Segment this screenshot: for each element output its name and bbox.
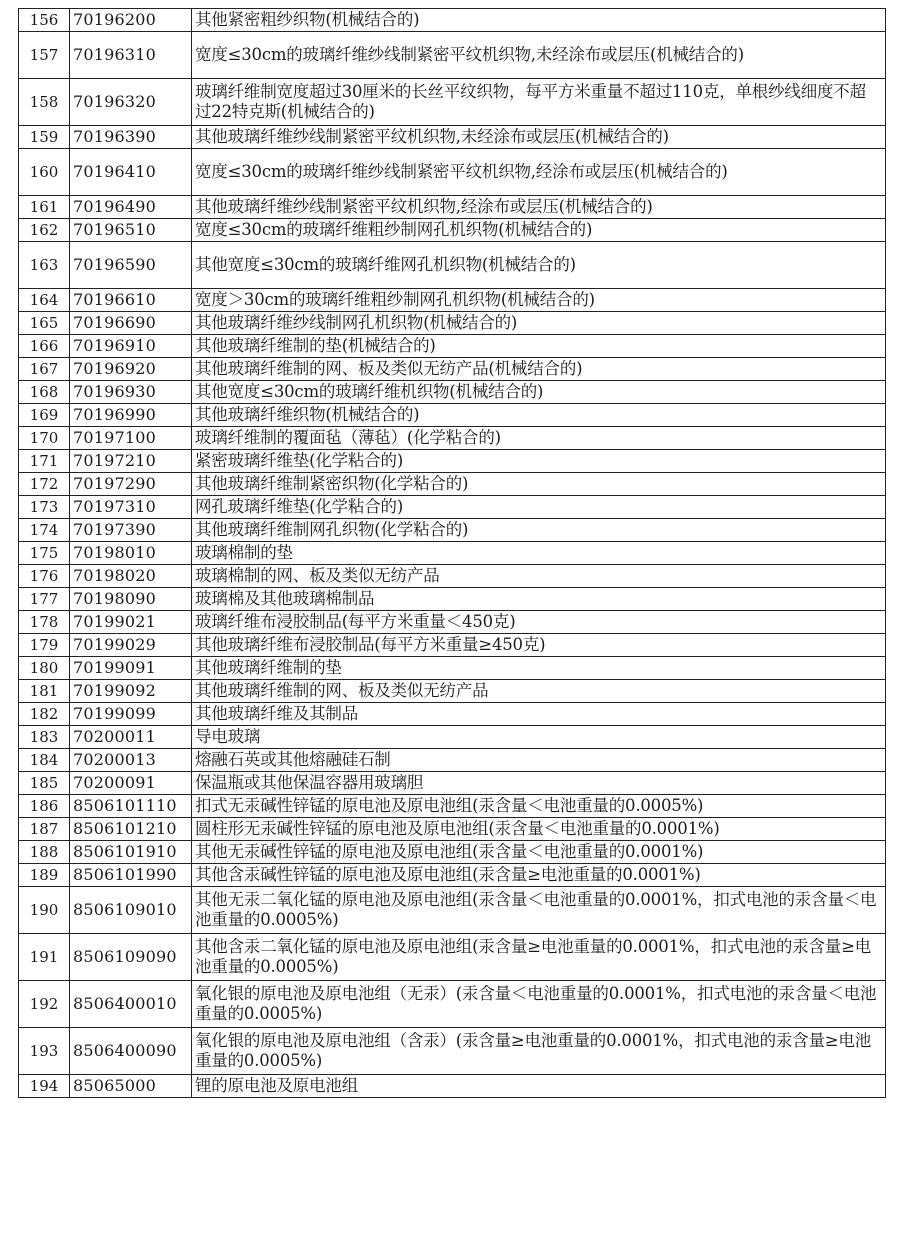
commodity-code: 70196320 [70, 79, 192, 126]
commodity-description: 圆柱形无汞碱性锌锰的原电池及原电池组(汞含量＜电池重量的0.0001%) [192, 818, 886, 841]
row-number: 189 [19, 864, 70, 887]
row-number: 164 [19, 289, 70, 312]
commodity-description: 扣式无汞碱性锌锰的原电池及原电池组(汞含量＜电池重量的0.0005%) [192, 795, 886, 818]
table-row [19, 126, 886, 149]
commodity-description: 导电玻璃 [192, 726, 886, 749]
commodity-code: 8506101910 [70, 841, 192, 864]
row-number: 177 [19, 588, 70, 611]
commodity-description: 其他玻璃纤维纱线制紧密平纹机织物,未经涂布或层压(机械结合的) [192, 126, 886, 149]
row-number: 160 [19, 149, 70, 196]
commodity-code: 70199091 [70, 657, 192, 680]
commodity-description: 玻璃纤维制的覆面毡（薄毡）(化学粘合的) [192, 427, 886, 450]
table-row [19, 772, 886, 795]
commodity-code: 8506109010 [70, 887, 192, 934]
table-row [19, 289, 886, 312]
row-number: 182 [19, 703, 70, 726]
table-row [19, 749, 886, 772]
row-number: 163 [19, 242, 70, 289]
tariff-table [18, 8, 886, 1098]
row-number: 191 [19, 934, 70, 981]
commodity-code: 70200091 [70, 772, 192, 795]
table-row [19, 542, 886, 565]
commodity-code: 70196690 [70, 312, 192, 335]
commodity-description: 宽度＞30cm的玻璃纤维粗纱制网孔机织物(机械结合的) [192, 289, 886, 312]
commodity-code: 70196590 [70, 242, 192, 289]
commodity-description: 宽度≤30cm的玻璃纤维粗纱制网孔机织物(机械结合的) [192, 219, 886, 242]
commodity-description: 紧密玻璃纤维垫(化学粘合的) [192, 450, 886, 473]
table-row [19, 358, 886, 381]
commodity-code: 70197390 [70, 519, 192, 542]
row-number: 183 [19, 726, 70, 749]
document-page [18, 8, 886, 1098]
commodity-description: 其他含汞碱性锌锰的原电池及原电池组(汞含量≥电池重量的0.0001%) [192, 864, 886, 887]
commodity-description: 其他宽度≤30cm的玻璃纤维网孔机织物(机械结合的) [192, 242, 886, 289]
commodity-description: 其他无汞碱性锌锰的原电池及原电池组(汞含量＜电池重量的0.0001%) [192, 841, 886, 864]
table-row [19, 312, 886, 335]
row-number: 186 [19, 795, 70, 818]
commodity-code: 70197290 [70, 473, 192, 496]
table-row [19, 634, 886, 657]
row-number: 161 [19, 196, 70, 219]
row-number: 179 [19, 634, 70, 657]
table-row [19, 703, 886, 726]
commodity-code: 85065000 [70, 1075, 192, 1098]
table-row [19, 79, 886, 126]
table-row [19, 149, 886, 196]
commodity-code: 8506101110 [70, 795, 192, 818]
row-number: 167 [19, 358, 70, 381]
commodity-code: 70197100 [70, 427, 192, 450]
commodity-description: 其他玻璃纤维制网孔织物(化学粘合的) [192, 519, 886, 542]
commodity-code: 70196930 [70, 381, 192, 404]
row-number: 193 [19, 1028, 70, 1075]
commodity-code: 70196310 [70, 32, 192, 79]
row-number: 180 [19, 657, 70, 680]
commodity-code: 70198090 [70, 588, 192, 611]
table-row [19, 427, 886, 450]
commodity-description: 玻璃纤维布浸胶制品(每平方米重量＜450克) [192, 611, 886, 634]
table-row [19, 473, 886, 496]
table-row [19, 9, 886, 32]
commodity-description: 氧化银的原电池及原电池组（无汞）(汞含量＜电池重量的0.0001%，扣式电池的汞含量＜电池重量的0.0005%) [192, 981, 886, 1028]
row-number: 157 [19, 32, 70, 79]
commodity-description: 玻璃纤维制宽度超过30厘米的长丝平纹织物，每平方米重量不超过110克，单根纱线细度不超过22特克斯(机械结合的) [192, 79, 886, 126]
row-number: 169 [19, 404, 70, 427]
row-number: 165 [19, 312, 70, 335]
row-number: 176 [19, 565, 70, 588]
commodity-code: 70196200 [70, 9, 192, 32]
commodity-description: 宽度≤30cm的玻璃纤维纱线制紧密平纹机织物,未经涂布或层压(机械结合的) [192, 32, 886, 79]
commodity-code: 70200013 [70, 749, 192, 772]
commodity-description: 保温瓶或其他保温容器用玻璃胆 [192, 772, 886, 795]
commodity-description: 玻璃棉及其他玻璃棉制品 [192, 588, 886, 611]
commodity-code: 70196390 [70, 126, 192, 149]
row-number: 173 [19, 496, 70, 519]
row-number: 166 [19, 335, 70, 358]
table-row [19, 32, 886, 79]
commodity-description: 玻璃棉制的网、板及类似无纺产品 [192, 565, 886, 588]
table-row [19, 450, 886, 473]
commodity-code: 70199099 [70, 703, 192, 726]
commodity-code: 8506101210 [70, 818, 192, 841]
row-number: 162 [19, 219, 70, 242]
table-row [19, 680, 886, 703]
commodity-description: 宽度≤30cm的玻璃纤维纱线制紧密平纹机织物,经涂布或层压(机械结合的) [192, 149, 886, 196]
commodity-code: 8506101990 [70, 864, 192, 887]
commodity-code: 70199021 [70, 611, 192, 634]
table-row [19, 335, 886, 358]
row-number: 172 [19, 473, 70, 496]
commodity-code: 70199092 [70, 680, 192, 703]
commodity-description: 其他玻璃纤维纱线制网孔机织物(机械结合的) [192, 312, 886, 335]
table-row [19, 887, 886, 934]
row-number: 175 [19, 542, 70, 565]
table-row [19, 841, 886, 864]
row-number: 188 [19, 841, 70, 864]
row-number: 156 [19, 9, 70, 32]
table-row [19, 404, 886, 427]
commodity-description: 网孔玻璃纤维垫(化学粘合的) [192, 496, 886, 519]
row-number: 190 [19, 887, 70, 934]
commodity-code: 8506400090 [70, 1028, 192, 1075]
row-number: 171 [19, 450, 70, 473]
commodity-code: 70196610 [70, 289, 192, 312]
commodity-description: 其他玻璃纤维制的垫(机械结合的) [192, 335, 886, 358]
table-row [19, 565, 886, 588]
row-number: 174 [19, 519, 70, 542]
commodity-description: 其他玻璃纤维纱线制紧密平纹机织物,经涂布或层压(机械结合的) [192, 196, 886, 219]
commodity-code: 8506400010 [70, 981, 192, 1028]
commodity-description: 其他玻璃纤维制的网、板及类似无纺产品(机械结合的) [192, 358, 886, 381]
commodity-description: 其他宽度≤30cm的玻璃纤维机织物(机械结合的) [192, 381, 886, 404]
commodity-code: 70197210 [70, 450, 192, 473]
table-row [19, 242, 886, 289]
row-number: 159 [19, 126, 70, 149]
table-row [19, 196, 886, 219]
table-row [19, 611, 886, 634]
commodity-code: 70196910 [70, 335, 192, 358]
commodity-code: 70196510 [70, 219, 192, 242]
commodity-description: 其他玻璃纤维制紧密织物(化学粘合的) [192, 473, 886, 496]
commodity-description: 其他玻璃纤维制的网、板及类似无纺产品 [192, 680, 886, 703]
table-row [19, 588, 886, 611]
tariff-table-body [19, 9, 886, 1098]
commodity-code: 70198020 [70, 565, 192, 588]
commodity-description: 其他玻璃纤维及其制品 [192, 703, 886, 726]
row-number: 194 [19, 1075, 70, 1098]
table-row [19, 795, 886, 818]
table-row [19, 726, 886, 749]
table-row [19, 496, 886, 519]
commodity-description: 熔融石英或其他熔融硅石制 [192, 749, 886, 772]
row-number: 178 [19, 611, 70, 634]
commodity-description: 其他含汞二氧化锰的原电池及原电池组(汞含量≥电池重量的0.0001%，扣式电池的汞含量≥电池重量的0.0005%) [192, 934, 886, 981]
table-row [19, 981, 886, 1028]
table-row [19, 818, 886, 841]
commodity-code: 70196490 [70, 196, 192, 219]
commodity-code: 70198010 [70, 542, 192, 565]
commodity-description: 其他无汞二氧化锰的原电池及原电池组(汞含量＜电池重量的0.0001%，扣式电池的汞含量＜电池重量的0.0005%) [192, 887, 886, 934]
table-row [19, 934, 886, 981]
commodity-code: 8506109090 [70, 934, 192, 981]
table-row [19, 657, 886, 680]
commodity-code: 70196920 [70, 358, 192, 381]
commodity-code: 70196990 [70, 404, 192, 427]
commodity-description: 玻璃棉制的垫 [192, 542, 886, 565]
commodity-description: 其他玻璃纤维制的垫 [192, 657, 886, 680]
row-number: 185 [19, 772, 70, 795]
table-row [19, 1028, 886, 1075]
commodity-code: 70199029 [70, 634, 192, 657]
commodity-code: 70200011 [70, 726, 192, 749]
row-number: 184 [19, 749, 70, 772]
commodity-code: 70197310 [70, 496, 192, 519]
row-number: 192 [19, 981, 70, 1028]
row-number: 158 [19, 79, 70, 126]
commodity-code: 70196410 [70, 149, 192, 196]
row-number: 170 [19, 427, 70, 450]
row-number: 168 [19, 381, 70, 404]
table-row [19, 864, 886, 887]
row-number: 187 [19, 818, 70, 841]
commodity-description: 锂的原电池及原电池组 [192, 1075, 886, 1098]
table-row [19, 519, 886, 542]
table-row [19, 1075, 886, 1098]
commodity-description: 其他紧密粗纱织物(机械结合的) [192, 9, 886, 32]
row-number: 181 [19, 680, 70, 703]
table-row [19, 381, 886, 404]
table-row [19, 219, 886, 242]
commodity-description: 其他玻璃纤维织物(机械结合的) [192, 404, 886, 427]
commodity-description: 氧化银的原电池及原电池组（含汞）(汞含量≥电池重量的0.0001%，扣式电池的汞含量≥电池重量的0.0005%) [192, 1028, 886, 1075]
commodity-description: 其他玻璃纤维布浸胶制品(每平方米重量≥450克) [192, 634, 886, 657]
